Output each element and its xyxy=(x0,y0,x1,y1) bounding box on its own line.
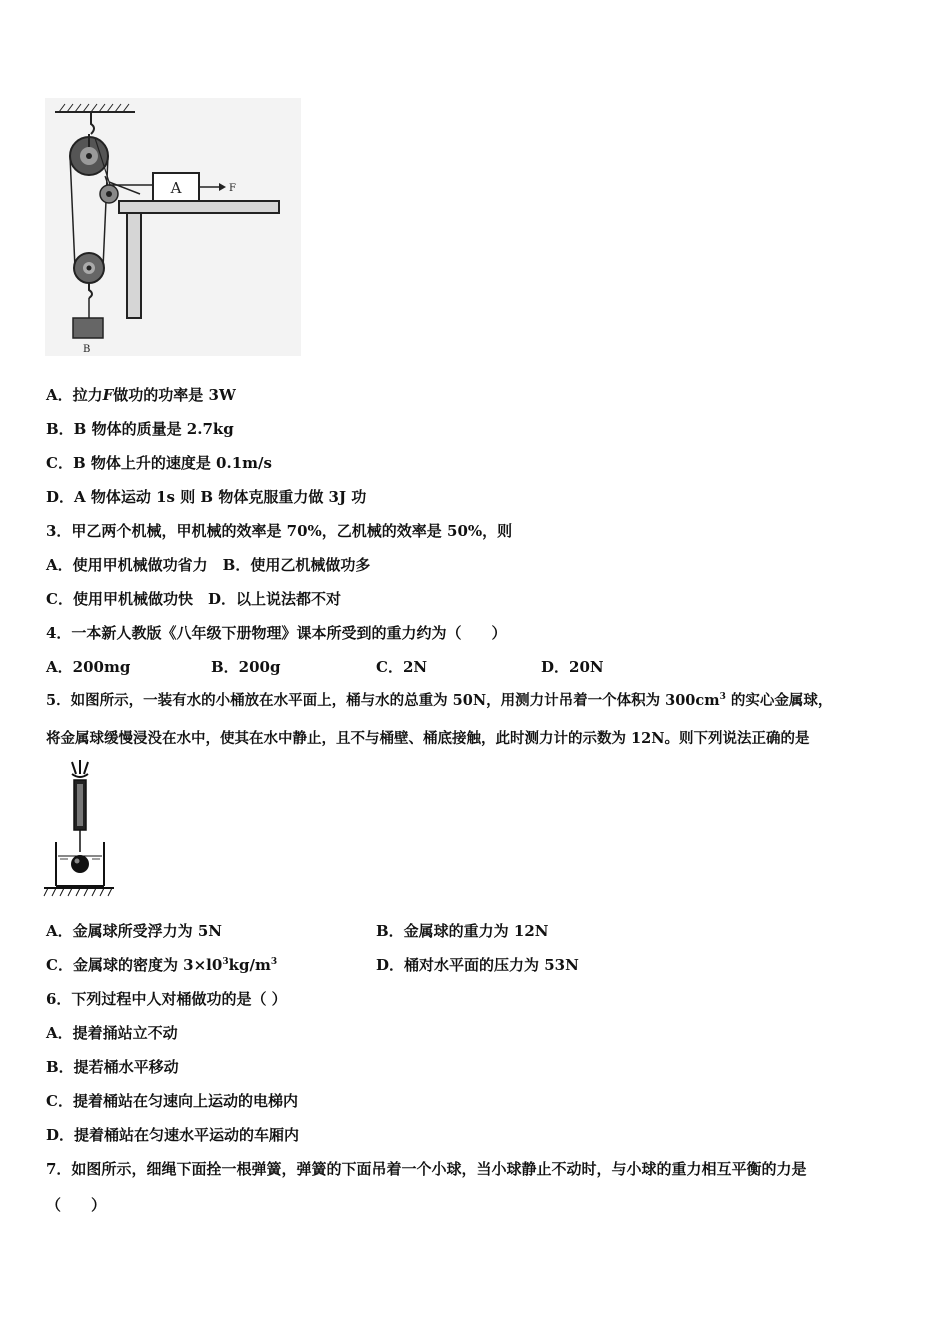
q5-option-b: B．金属球的重力为 12N xyxy=(376,922,549,940)
q2-option-c: C．B 物体上升的速度是 0.1m/s xyxy=(46,454,272,472)
pulley-diagram xyxy=(45,98,301,356)
metal-ball xyxy=(71,855,89,873)
spring-scale xyxy=(74,780,86,852)
q7-stem: 7．如图所示，细绳下面拴一根弹簧，弹簧的下面吊着一个小球，当小球静止不动时，与小球的重力相互平衡的力是 xyxy=(46,1160,807,1178)
q6-option-b: B．提若桶水平移动 xyxy=(46,1058,179,1076)
q4-option-a: A．200mg xyxy=(46,658,131,676)
q2-option-b: B．B 物体的质量是 2.7kg xyxy=(46,420,234,438)
svg-text:A: A xyxy=(170,179,182,197)
q5-option-d: D．桶对水平面的压力为 53N xyxy=(376,956,579,974)
q4-option-b: B．200g xyxy=(211,658,281,676)
ground xyxy=(44,888,114,896)
block-a xyxy=(153,173,199,201)
q5-stem-line2: 将金属球缓慢浸没在水中，使其在水中静止，且不与桶壁、桶底接触，此时测力计的示数为 12N。则下列说法正确的是 xyxy=(46,730,810,747)
q4-stem: 4．一本新人教版《八年级下册物理》课本所受到的重力约为（ ） xyxy=(46,624,507,642)
q3-stem: 3．甲乙两个机械，甲机械的效率是 70%，乙机械的效率是 50%，则 xyxy=(46,522,513,540)
q5-option-a: A．金属球所受浮力为 5N xyxy=(46,922,223,940)
svg-text:B: B xyxy=(83,344,91,355)
q3-options-ab: A．使用甲机械做功省力 B．使用乙机械做功多 xyxy=(46,556,371,574)
spring-scale-diagram xyxy=(42,760,116,900)
q4-option-d: D．20N xyxy=(541,658,604,676)
q6-option-c: C．提着桶站在匀速向上运动的电梯内 xyxy=(46,1092,298,1110)
edge-pulley xyxy=(100,185,118,203)
q5-stem-line1: 5．如图所示，一装有水的小桶放在水平面上，桶与水的总重为 50N，用测力计吊着一个体积为 $300cm^3$ 的实心金属球， xyxy=(46,692,833,709)
svg-text:F: F xyxy=(229,183,236,194)
q6-option-a: A．提着捅站立不动 xyxy=(46,1024,178,1042)
q6-option-d: D．提着桶站在匀速水平运动的车厢内 xyxy=(46,1126,300,1144)
q2-option-a: A．拉力F做功的功率是 3W xyxy=(46,386,236,404)
q7-blank: （ ） xyxy=(46,1196,107,1214)
hand-icon xyxy=(72,760,88,777)
q4-option-c: C．2N xyxy=(376,658,428,676)
q3-options-cd: C．使用甲机械做功快 D．以上说法都不对 xyxy=(46,590,341,608)
q5-option-c: C．金属球的密度为 $3\times l0^3kg/m^3$ xyxy=(46,956,278,974)
q6-stem: 6．下列过程中人对桶做功的是（ ） xyxy=(46,990,287,1008)
q2-option-d: D．A 物体运动 1s 则 B 物体克服重力做 3J 功 xyxy=(46,488,367,506)
